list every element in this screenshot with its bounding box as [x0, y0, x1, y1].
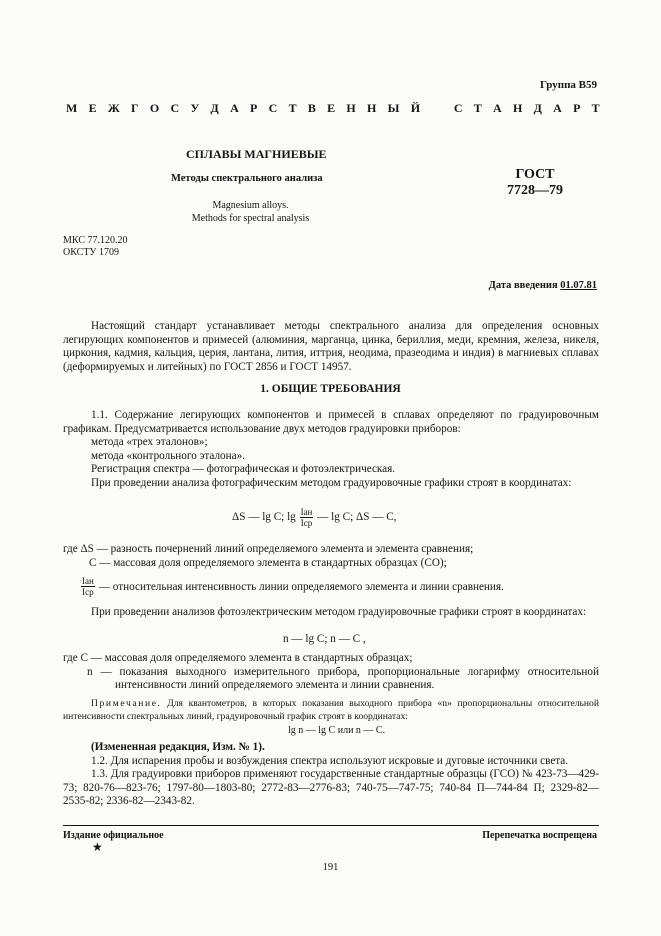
note-label: Примечание.	[91, 698, 162, 709]
method-item: метода «трех эталонов»;	[91, 436, 208, 449]
registration-text: Регистрация спектра — фотографическая и фотоэлектрическая.	[91, 463, 396, 476]
date-value: 01.07.81	[560, 280, 597, 291]
formula-note: lg n — lg C или n — C.	[288, 725, 386, 736]
document-title: СПЛАВЫ МАГНИЕВЫЕ	[186, 147, 327, 161]
banner-letter: Е	[88, 101, 97, 115]
english-title-line: Methods for spectral analysis	[191, 213, 310, 224]
fraction-denominator: Iср	[300, 518, 313, 528]
definition-item: где C — массовая доля определяемого элемента в стандартных образцах;	[63, 652, 413, 664]
date-label: Дата введения	[488, 280, 558, 291]
banner-letter: Р	[250, 101, 258, 115]
formula-part: ΔS — lg C; lg	[232, 511, 296, 524]
footer-divider	[63, 825, 599, 826]
banner-letter: С	[268, 101, 278, 115]
star-mark: ★	[92, 840, 103, 854]
banner-letter: Т	[591, 101, 600, 115]
definition-item: где ΔS — разность почернений линий определяемого элемента и элемента сравнения;	[63, 543, 474, 555]
section-heading: 1. ОБЩИЕ ТРЕБОВАНИЯ	[260, 383, 401, 395]
clause-1-1-text: 1.1. Содержание легирующих компонентов и примесей в сплавах определяют по градуировочным графикам. Предусматривается использование двух методов градуировки приборов:	[63, 409, 599, 435]
page-number: 191	[322, 862, 339, 873]
definition-item: n — показания выходного измерительного прибора, пропорциональные логарифму относительной интенсивности линий определяемого элемента и линии сравнения.	[87, 665, 599, 692]
definitions-block-2	[63, 652, 599, 693]
group-code: Группа В59	[539, 79, 597, 91]
banner-letter: С	[170, 101, 180, 115]
english-title-line: Magnesium alloys.	[212, 200, 289, 211]
mks-code: МКС 77.120.20	[63, 235, 128, 246]
reprint-prohibited: Перепечатка воспрещена	[482, 830, 597, 841]
banner-letter: Н	[346, 101, 356, 115]
banner-letter: Й	[410, 101, 421, 115]
official-edition: Издание официальное	[63, 830, 164, 841]
fraction-denominator: Iср	[82, 587, 94, 597]
note-text: Для квантометров, в которых показания выходного прибора «n» пропорциональны относительной интенсивности спектральных линий, градуировочный график строят в координатах:	[63, 698, 599, 722]
definition-item: — относительная интенсивность линии определяемого элемента и линии сравнения.	[98, 580, 504, 593]
clauses-1-2-1-3	[63, 741, 599, 809]
banner-letter: О	[149, 101, 160, 115]
effective-date	[489, 280, 597, 291]
intensity-fraction	[300, 507, 314, 528]
photoelectric-method-text: При проведении анализов фотоэлектрическим методом градуировочные графики строят в координатах:	[91, 606, 587, 618]
banner-letter: М	[66, 101, 78, 115]
banner-letter: Т	[473, 101, 482, 115]
banner-letter: Н	[367, 101, 377, 115]
banner-letter: Е	[327, 101, 336, 115]
banner-letter: Ж	[107, 101, 120, 115]
fraction-numerator: Iан	[82, 576, 94, 586]
document-subtitle: Методы спектрального анализа	[171, 173, 323, 184]
banner-letter: Т	[288, 101, 297, 115]
photographic-method-text: При проведении анализа фотографическим методом градуировочные графики строят в координатах:	[91, 476, 572, 489]
banner-letter: Г	[131, 101, 139, 115]
clause-1-1	[63, 409, 599, 491]
english-title	[174, 199, 327, 225]
okstu-code: ОКСТУ 1709	[63, 247, 120, 258]
definition-fraction-line	[80, 576, 504, 597]
banner-letter: Д	[533, 101, 542, 115]
intro-paragraph: Настоящий стандарт устанавливает методы спектрального анализа для определения основных легирующих компонентов и примесей (алюминия, марганца, цинка, бериллия, меди, кремния, железа, никеля, циркония, кадмия, кальция, церия, лантана, лития, иттрия, неодима, празеодима и индия) в магниевых сплавах (деформируемых и литейных) по ГОСТ 2856 и ГОСТ 14957.	[63, 320, 599, 373]
banner-letter: Н	[512, 101, 523, 115]
banner-letter: У	[190, 101, 200, 115]
method-item: метода «контрольного эталона».	[91, 449, 245, 462]
classification-codes	[63, 235, 127, 259]
standard-banner	[66, 101, 600, 116]
banner-letter: А	[553, 101, 562, 115]
banner-letter: В	[307, 101, 316, 115]
banner-letter: А	[230, 101, 239, 115]
definitions-block	[63, 543, 599, 570]
fraction-numerator: Iан	[300, 507, 313, 517]
gost-number	[505, 167, 565, 199]
banner-letter: А	[493, 101, 502, 115]
banner-letter: С	[453, 101, 463, 115]
formula-photographic	[232, 507, 396, 528]
formula-part: — lg C; ΔS — C,	[317, 511, 397, 524]
clause-1-2: 1.2. Для испарения пробы и возбуждения спектра используют искровые и дуговые источники света.	[91, 754, 569, 767]
banner-letter: Д	[210, 101, 219, 115]
banner-letter: Ы	[387, 101, 400, 115]
amendment-note: (Измененная редакция, Изм. № 1).	[91, 741, 265, 753]
banner-letter: Р	[573, 101, 581, 115]
formula-photoelectric: n — lg C; n — C ,	[283, 633, 366, 645]
clause-1-3: 1.3. Для градуировки приборов применяют государственные стандартные образцы (ГСО) № 423-73—429-73; 820-76—823-76; 1797-80—1803-80; 2772-83—2776-83; 740-75—747-75; 740-84 П—744-84 П; 2329-82—2535-82; 2336-82—2343-82.	[63, 768, 599, 808]
definition-item: C — массовая доля определяемого элемента в стандартных образцах (СО);	[89, 556, 447, 569]
gost-label: ГОСТ	[515, 167, 555, 182]
intensity-fraction	[81, 576, 95, 597]
gost-code: 7728—79	[507, 183, 563, 198]
note	[63, 698, 599, 723]
